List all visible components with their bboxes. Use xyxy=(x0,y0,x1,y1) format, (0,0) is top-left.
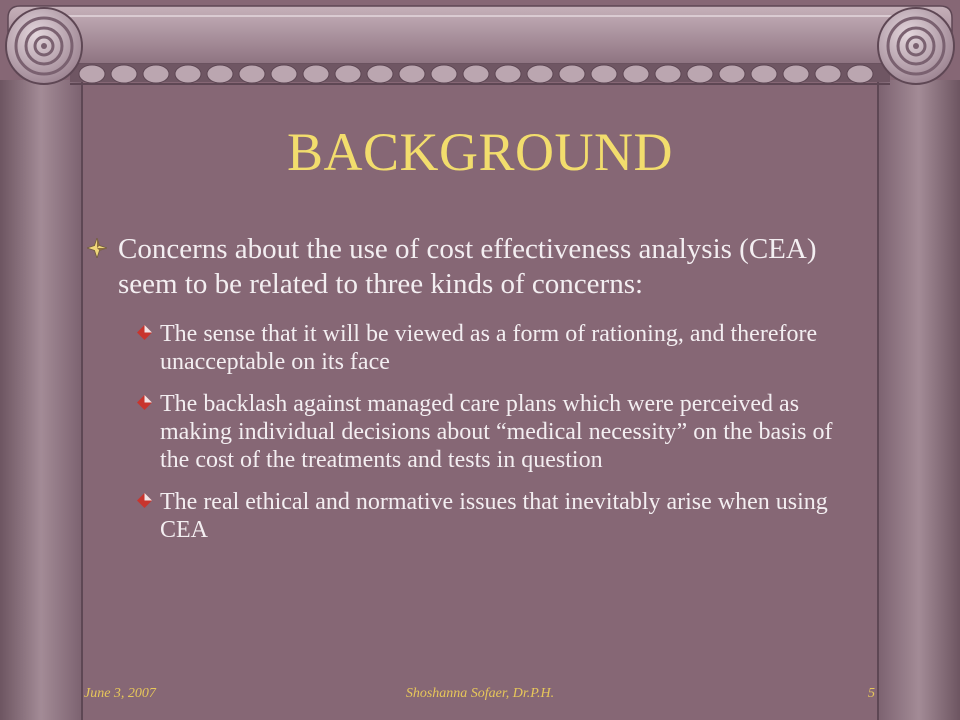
sub-bullet-text: The real ethical and normative issues that inevitably arise when using CEA xyxy=(160,489,828,543)
sub-bullet xyxy=(160,390,858,474)
slide-number: 5 xyxy=(868,686,875,701)
red-diamond-bullet-icon xyxy=(137,395,152,410)
sub-bullet-text: The sense that it will be viewed as a form of rationing, and therefore unacceptable on its face xyxy=(160,321,818,375)
footer-author: Shoshanna Sofaer, Dr.P.H. xyxy=(405,686,555,701)
sub-bullet-text: The backlash against managed care plans which were perceived as making individual decisions about “medical necessity” on the basis of the cost of the treatments and tests in question xyxy=(160,391,833,473)
diamond-star-bullet-icon xyxy=(87,238,107,258)
red-diamond-bullet-icon xyxy=(137,325,152,340)
red-diamond-bullet-icon xyxy=(137,493,152,508)
sub-bullet xyxy=(160,488,858,544)
sub-bullet-list xyxy=(160,320,858,544)
slide-title: BACKGROUND xyxy=(286,122,674,182)
right-volute-icon xyxy=(878,8,954,84)
left-volute-icon xyxy=(6,8,82,84)
footer-date: June 3, 2007 xyxy=(84,686,156,701)
bullet-list xyxy=(118,232,858,558)
sub-bullet xyxy=(160,320,858,376)
main-bullet xyxy=(118,232,858,302)
main-bullet-text: Concerns about the use of cost effectiveness analysis (CEA) seem to be related to three kinds of concerns: xyxy=(118,233,817,300)
